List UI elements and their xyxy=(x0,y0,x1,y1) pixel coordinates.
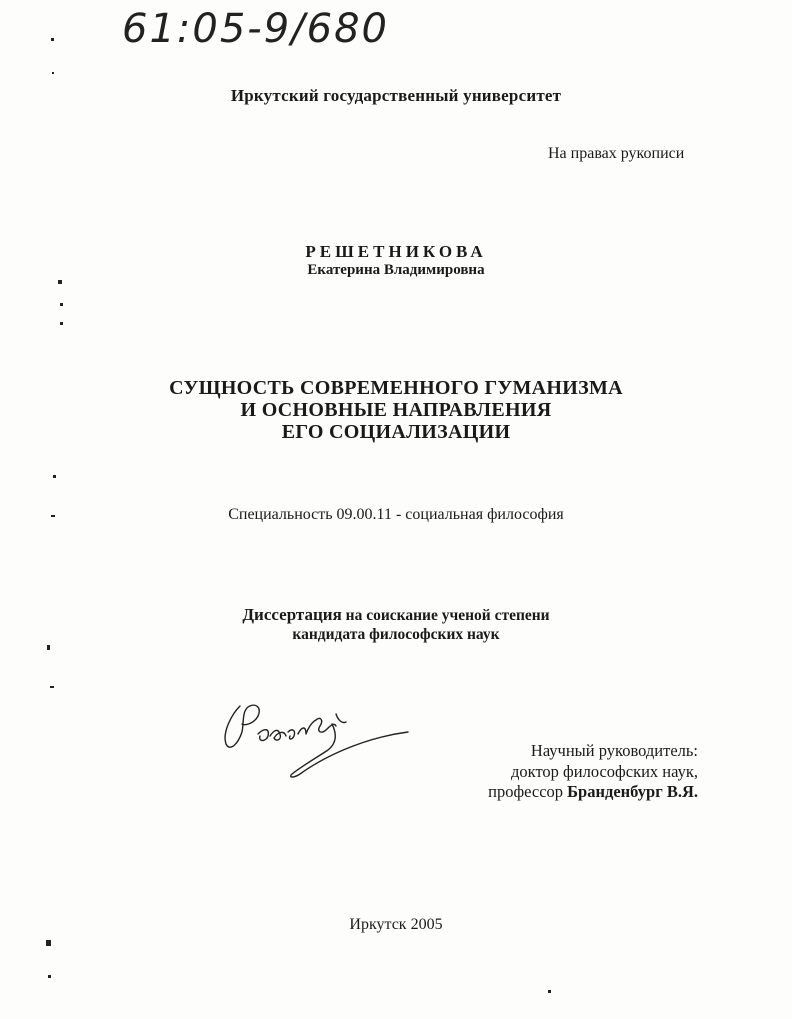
dissertation-line-1-rest: на соискание ученой степени xyxy=(341,607,550,624)
scan-speck xyxy=(51,515,55,517)
scan-speck xyxy=(48,975,51,978)
university-name: Иркутский государственный университет xyxy=(230,86,562,105)
supervisor-degree: доктор философских наук, xyxy=(511,762,698,781)
scan-speck xyxy=(58,280,62,284)
dissertation-line-2: кандидата философских наук xyxy=(292,626,500,643)
dissertation-line-1 xyxy=(0,605,792,625)
thesis-title-line-3: ЕГО СОЦИАЛИЗАЦИИ xyxy=(281,421,511,443)
scan-speck xyxy=(60,303,63,306)
scan-speck xyxy=(46,940,51,946)
dissertation-word: Диссертация xyxy=(242,605,342,624)
city-year: Иркутск 2005 xyxy=(349,916,443,933)
supervisor-title-name xyxy=(488,782,698,802)
supervisor-title-prefix: профессор xyxy=(488,782,568,801)
archive-number-handwritten: 61:05-9/680 xyxy=(122,6,389,52)
author-signature xyxy=(212,692,412,787)
author-surname: РЕШЕТНИКОВА xyxy=(305,242,487,261)
scan-speck xyxy=(53,475,56,478)
scan-speck xyxy=(47,645,50,650)
supervisor-role: Научный руководитель: xyxy=(530,741,698,760)
scan-speck xyxy=(50,686,54,688)
scan-speck xyxy=(52,72,54,74)
specialty-line: Специальность 09.00.11 - социальная философия xyxy=(228,506,564,523)
scan-speck xyxy=(60,322,63,325)
manuscript-note: На правах рукописи xyxy=(548,145,685,162)
thesis-title-line-1: СУЩНОСТЬ СОВРЕМЕННОГО ГУМАНИЗМА xyxy=(169,377,623,399)
thesis-title-line-2: И ОСНОВНЫЕ НАПРАВЛЕНИЯ xyxy=(240,399,552,421)
supervisor-name: Бранденбург В.Я. xyxy=(567,782,698,801)
author-given-names: Екатерина Владимировна xyxy=(307,262,485,278)
scan-speck xyxy=(548,990,551,993)
scan-speck xyxy=(51,38,54,41)
